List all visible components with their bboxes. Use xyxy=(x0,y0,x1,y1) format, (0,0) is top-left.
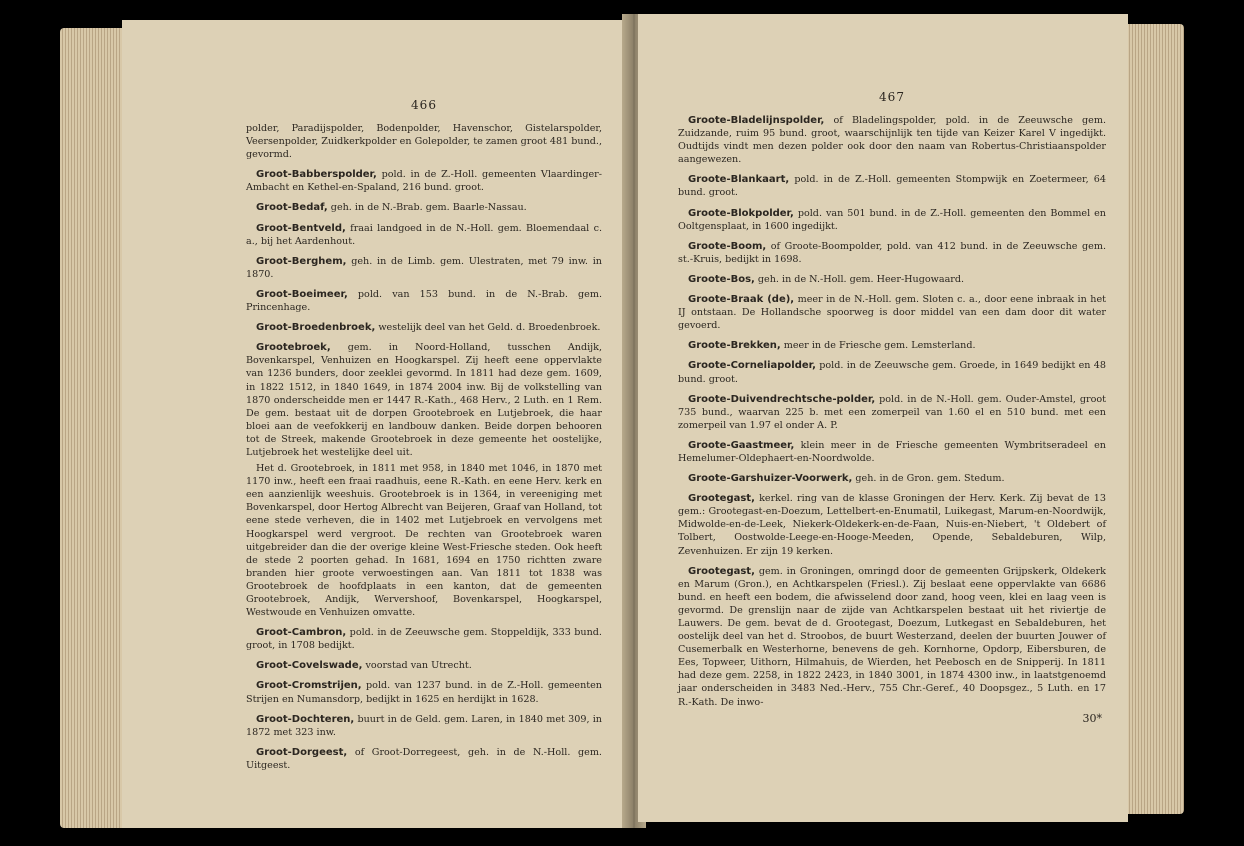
entry-text: of Bladelingspolder, pold. in de Zeeuwsche gem. Zuidzande, ruim 95 bund. groot, waarschijnlijk ten tijde van Keizer Karel V ingedijkt. Oudtijds vindt men dezen polder ook door den naam van Robertus-Christiaanspolder aangewezen. xyxy=(678,115,1106,166)
entry-text: pold. in de N.-Holl. gem. Ouder-Amstel, groot 735 bund., waarvan 225 b. met een zomerpeil van 1.60 el en 510 bund. met een zomerpeil van 1.97 el onder A. P. xyxy=(678,393,1106,431)
entry xyxy=(678,114,1106,166)
right-page-edges xyxy=(1120,24,1184,814)
entry-headword: Groot-Cromstrijen, xyxy=(256,680,362,692)
entry-headword: Groot-Babberspolder, xyxy=(256,169,377,181)
entry xyxy=(678,492,1106,557)
entry xyxy=(678,472,1106,485)
entry-headword: Groote-Bos, xyxy=(688,273,755,285)
entry xyxy=(246,168,602,194)
entry-text: of Groot-Dorregeest, geh. in de N.-Holl. gem. Uitgeest. xyxy=(246,746,602,771)
entry-headword: Groot-Berghem, xyxy=(256,255,347,267)
entry-text: pold. in de Z.-Holl. gemeenten Stompwijk en Zoetermeer, 64 bund. groot. xyxy=(678,174,1106,199)
entry-headword: Groote-Boom, xyxy=(688,240,767,252)
entry-headword: Groote-Garshuizer-Voorwerk, xyxy=(688,473,853,485)
entry xyxy=(678,273,1106,286)
entry-headword: Groote-Blankaart, xyxy=(688,174,790,186)
continuation-text: polder, Paradijspolder, Bodenpolder, Havenschor, Gistelarspolder, Veersenpolder, Zuidkerkpolder en Golepolder, te zamen groot 481 bund., gevormd. xyxy=(246,123,602,161)
left-page-number: 466 xyxy=(411,98,437,112)
entry-text: pold. in de Z.-Holl. gemeenten Vlaardinger-Ambacht en Kethel-en-Spaland, 216 bund. groot. xyxy=(246,169,602,194)
entry xyxy=(246,288,602,314)
right-page-number: 467 xyxy=(879,90,905,104)
entry-text: geh. in de N.-Brab. gem. Baarle-Nassau. xyxy=(330,202,527,214)
entry xyxy=(246,626,602,652)
entry-headword: Groote-Blokpolder, xyxy=(688,207,794,219)
signature-mark: 30* xyxy=(1082,711,1102,725)
entry-text: pold. van 501 bund. in de Z.-Holl. gemeenten den Bommel en Ooltgensplaat, in 1600 ingedijkt. xyxy=(678,207,1106,232)
entry-text: pold. van 153 bund. in de N.-Brab. gem. Princenhage. xyxy=(246,288,602,314)
entry-paragraph xyxy=(246,462,602,619)
entry-headword: Groote-Braak (de), xyxy=(688,294,795,306)
entry-headword: Groote-Brekken, xyxy=(688,340,781,352)
entry-headword: Groote-Duivendrechtsche-polder, xyxy=(688,393,876,405)
entry-headword: Groot-Broedenbroek, xyxy=(256,322,376,334)
entry xyxy=(678,240,1106,266)
entry xyxy=(246,679,602,705)
entry-headword: Groote-Gaastmeer, xyxy=(688,439,795,451)
entry-text: geh. in de Limb. gem. Ulestraten, met 79 inw. in 1870. xyxy=(246,255,602,280)
entry xyxy=(246,659,602,672)
entry-headword: Groot-Bedaf, xyxy=(256,202,328,214)
left-page-edges xyxy=(60,28,130,828)
entry xyxy=(678,173,1106,199)
entry-text: gem. in Noord-Holland, tusschen Andijk, Bovenkarspel, Venhuizen en Hoogkarspel. Zij heeft eene oppervlakte van 1236 bunders, door zeeklei gevormd. In 1811 had deze gem. 1609, in 1822 1512, in 1840 1649, in 1874 2004 inw. Bij de volkstelling van 1870 onderscheidde men er 1447 R.-Kath., 468 Herv., 2 Luth. en 1 Rem. De gem. bestaat uit de dorpen Grootebroek en Lutjebroek, die haar bloei aan de veefokkerij en landbouw danken. Beide dorpen behooren tot de Streek, makende Grootebroek in deze gemeente het oostelijke, Lutjebroek het westelijke deel uit. xyxy=(246,342,602,458)
entry xyxy=(678,339,1106,352)
entry-headword: Groote-Corneliapolder, xyxy=(688,360,816,372)
entry-text: buurt in de Geld. gem. Laren, in 1840 met 309, in 1872 met 323 inw. xyxy=(246,713,602,738)
entry xyxy=(246,255,602,281)
entry-text: kerkel. ring van de klasse Groningen der Herv. Kerk. Zij bevat de 13 gem.: Grootegast-en-Doezum, Lettelbert-en-Enumatil, Luikegast, Marum-en-Noordwijk, Midwolde-en-de-Leek, Niekerk-Oldekerk-en-de-Faan, Nuis-en-Niebert, 't Oldebert of Tolbert, Oostwolde-Leege-en-Hooge-Meeden, Opende, Sebaldeburen, Wilp, Zevenhuizen. Er zijn 19 kerken. xyxy=(678,493,1106,557)
entry xyxy=(246,341,602,459)
entry-text: klein meer in de Friesche gemeenten Wymbritseradeel en Hemelumer-Oldephaert-en-Noordwolde. xyxy=(678,439,1106,464)
entry-text: meer in de N.-Holl. gem. Sloten c. a., door eene inbraak in het IJ ontstaan. De Hollandsche spoorweg is door middel van een dam door dit water gevoerd. xyxy=(678,294,1106,332)
entry-headword: Grootegast, xyxy=(688,493,755,505)
entry-text: Het d. Grootebroek, in 1811 met 958, in 1840 met 1046, in 1870 met 1170 inw., heeft een fraai raadhuis, eene R.-Kath. en eene Herv. kerk en een aanzienlijk weeshuis. Grootebroek is in 1364, in vereeniging met Bovenkarspel, door Hertog Albrecht van Beijeren, Graaf van Holland, tot eene stede verheven, die in 1402 met Lutjebroek en vervolgens met Hoogkarspel werd vergroot. De rechten van Grootebroek waren uitgebreider dan die der overige kleine West-Friesche steden. Ook heeft de stede 2 poorten gehad. In 1681, 1694 en 1750 richtten zware branden hier groote verwoestingen aan. Van 1811 tot 1838 was Grootebroek de hoofdplaats in een kanton, dat de gemeenten Grootebroek, Andijk, Wervershoof, Bovenkarspel, Hoogkarspel, Westwoude en Venhuizen omvatte. xyxy=(246,463,602,619)
entry-text: of Groote-Boompolder, pold. van 412 bund. in de Zeeuwsche gem. st.-Kruis, bedijkt in 1698. xyxy=(678,240,1106,265)
entry xyxy=(246,222,602,248)
entry-text: pold. van 1237 bund. in de Z.-Holl. gemeenten Strijen en Numansdorp, bedijkt in 1625 en herdijkt in 1628. xyxy=(246,680,602,705)
entry-headword: Grootegast, xyxy=(688,565,755,577)
entry-headword: Grootebroek, xyxy=(256,342,331,354)
entry-headword: Groot-Covelswade, xyxy=(256,660,363,672)
entry-text: geh. in de N.-Holl. gem. Heer-Hugowaard. xyxy=(757,273,965,285)
entry xyxy=(678,565,1106,709)
entry xyxy=(678,207,1106,233)
entry-text: westelijk deel van het Geld. d. Broedenbroek. xyxy=(378,322,601,334)
entry xyxy=(678,439,1106,465)
entry-headword: Groote-Bladelijnspolder, xyxy=(688,115,825,126)
entry xyxy=(246,201,602,214)
entry-text: pold. in de Zeeuwsche gem. Stoppeldijk, 333 bund. groot, in 1708 bedijkt. xyxy=(246,627,602,652)
entry-text: pold. in de Zeeuwsche gem. Groede, in 1649 bedijkt en 48 bund. groot. xyxy=(678,360,1106,385)
right-page xyxy=(638,14,1128,822)
entry-headword: Groot-Boeimeer, xyxy=(256,288,348,300)
entry xyxy=(246,321,602,334)
entry xyxy=(246,746,602,772)
entry xyxy=(678,359,1106,385)
entry-text: voorstad van Utrecht. xyxy=(365,660,472,672)
entry xyxy=(246,713,602,739)
entry-text: meer in de Friesche gem. Lemsterland. xyxy=(783,340,976,352)
entry xyxy=(678,393,1106,432)
entry-text: fraai landgoed in de N.-Holl. gem. Bloemendaal c. a., bij het Aardenhout. xyxy=(246,222,602,247)
entry xyxy=(678,293,1106,332)
entry-headword: Groot-Cambron, xyxy=(256,627,347,639)
entry-text: geh. in de Gron. gem. Stedum. xyxy=(855,473,1005,485)
left-page xyxy=(122,20,630,828)
entry-headword: Groot-Dorgeest, xyxy=(256,746,348,758)
entry-text: gem. in Groningen, omringd door de gemeenten Grijpskerk, Oldekerk en Marum (Gron.), en Achtkarspelen (Friesl.). Zij beslaat eene oppervlakte van 6686 bund. en heeft een bodem, die afwisselend door zand, hoog veen, klei en laag veen is gevormd. De grenslijn naar de zijde van Achtkarspelen bestaat uit het riviertje de Lauwers. De gem. bevat de d. Grootegast, Doezum, Lutkegast en Sebaldeburen, het oostelijk deel van het d. Stroobos, de buurt Westerzand, deelen der buurten Jouwer of Cusemerbalk en Westerhorne, benevens de geh. Kornhorne, Opdorp, Eibersburen, de Ees, Topweer, Uithorn, Hilmahuis, de Wierden, het Peebosch en de Snipperij. In 1811 had deze gem. 2258, in 1822 2423, in 1840 3001, in 1874 4300 inw., in laatstgenoemd jaar onderscheiden in 3483 Ned.-Herv., 755 Chr.-Geref., 40 Doopsgez., 5 Luth. en 17 R.-Kath. De inwo- xyxy=(678,565,1106,708)
entry-headword: Groot-Bentveld, xyxy=(256,222,346,234)
entry-headword: Groot-Dochteren, xyxy=(256,713,355,725)
